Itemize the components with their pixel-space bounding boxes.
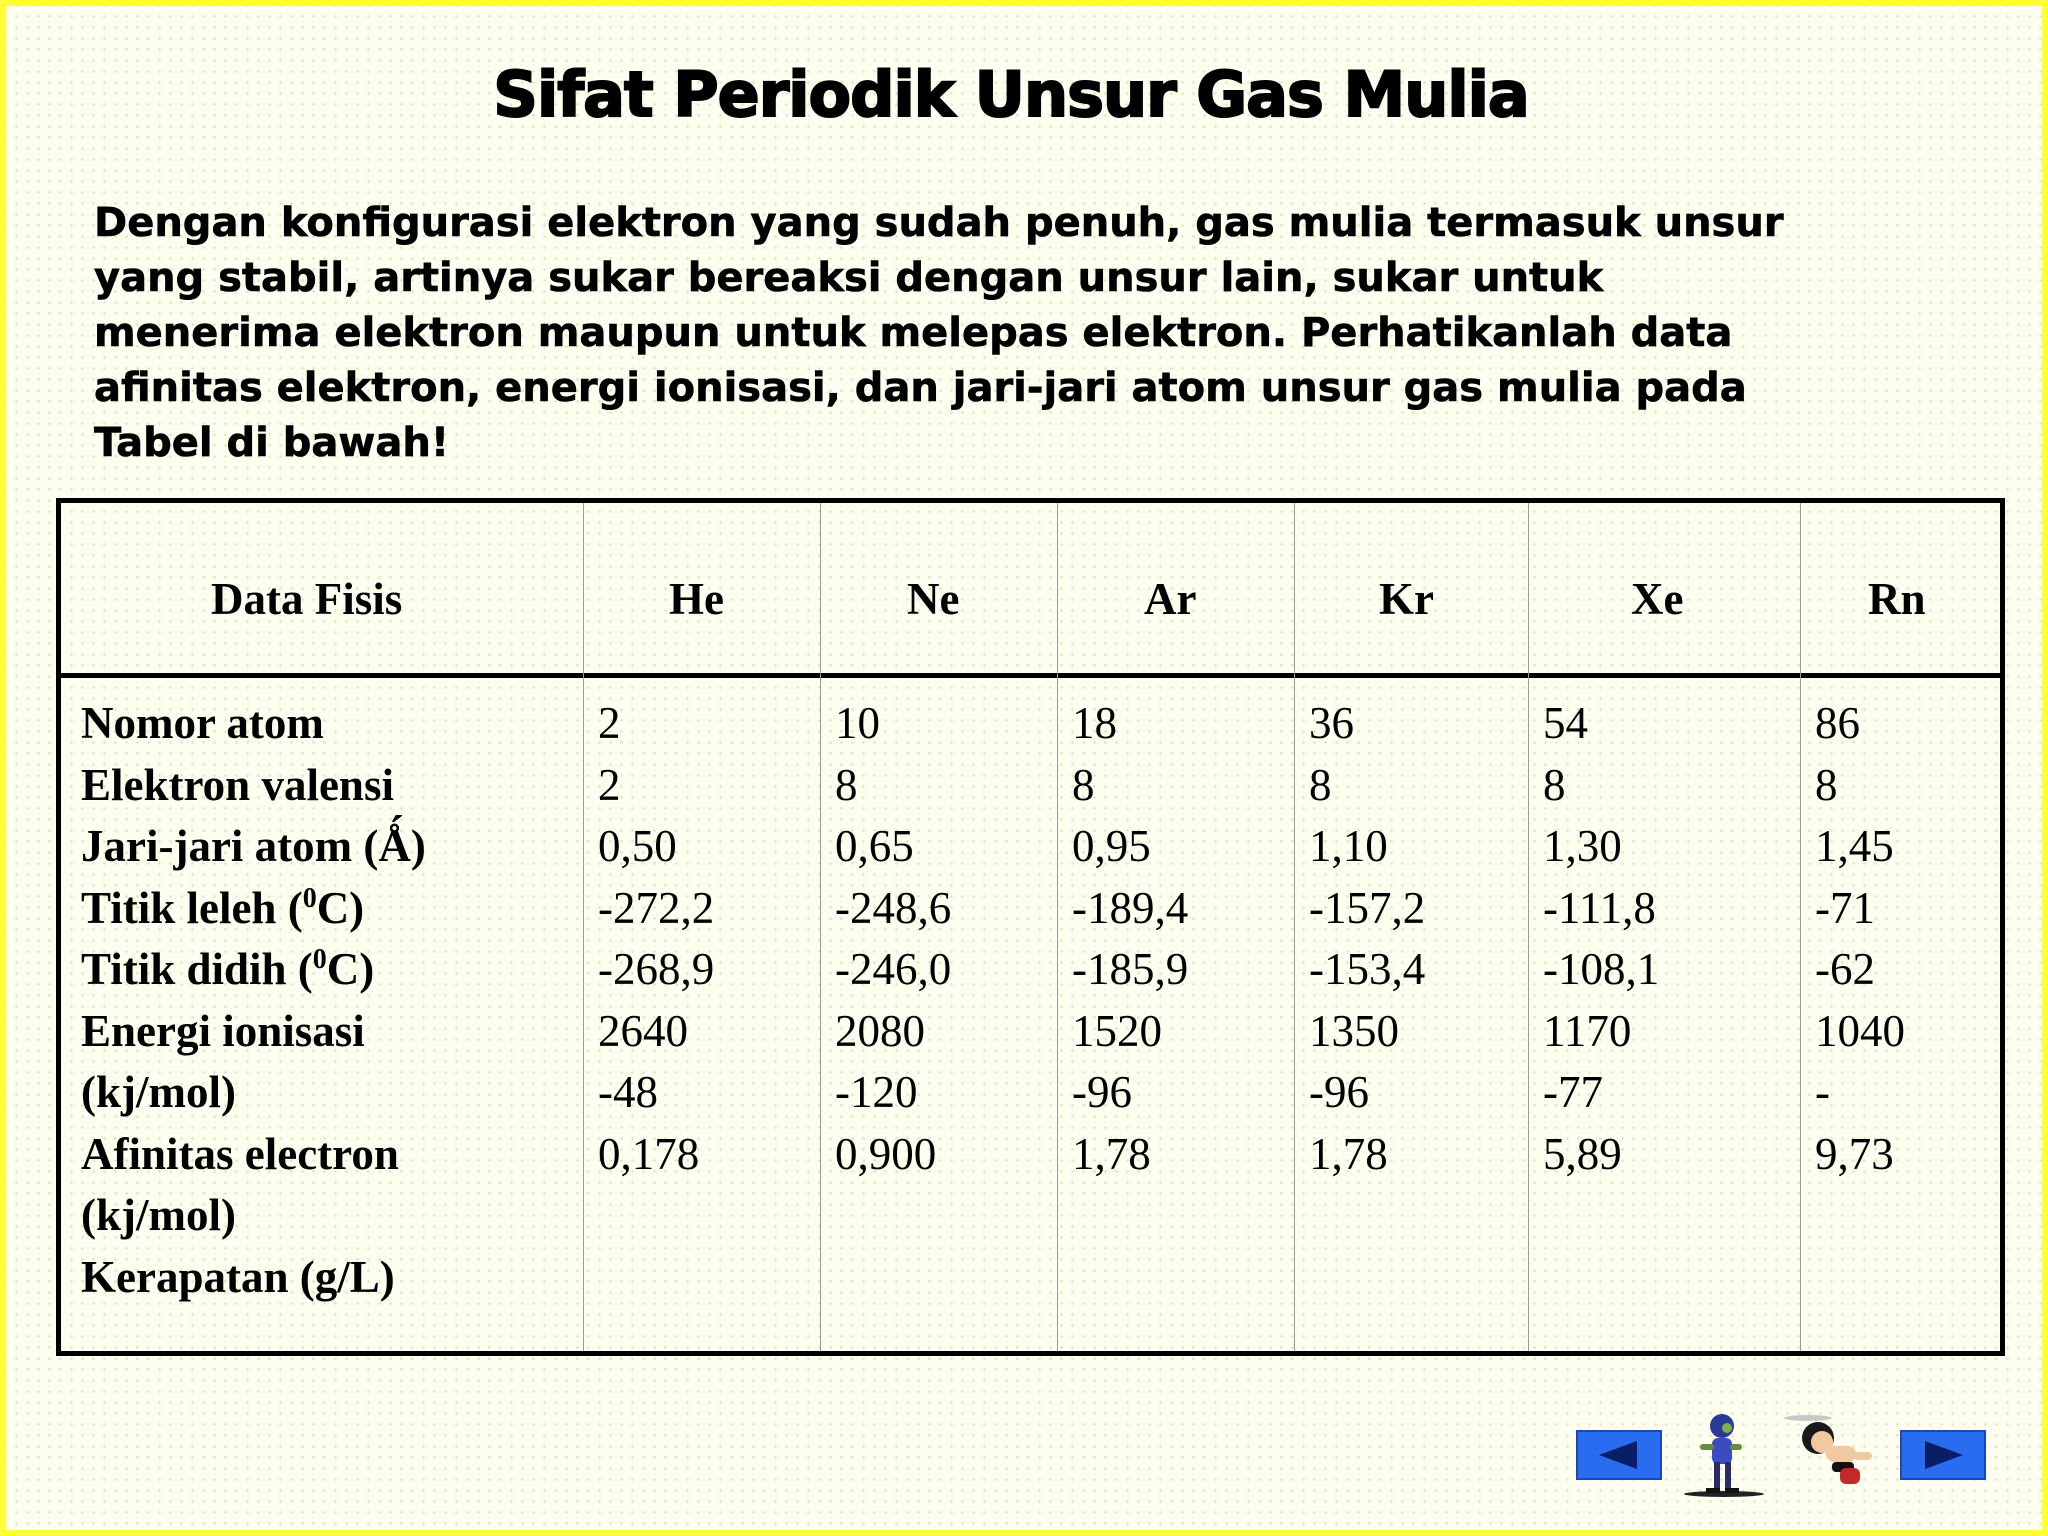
row-label: Afinitas electron: [81, 1128, 399, 1179]
table-cell: 8: [1815, 759, 1838, 810]
column-kr: [1309, 693, 1425, 1185]
table-cell: 0,50: [598, 821, 677, 871]
column-rn: [1815, 693, 1905, 1185]
intro-line: Tabel di bawah!: [94, 420, 450, 466]
intro-paragraph: [94, 196, 1994, 471]
table-cell: 8: [1543, 759, 1566, 810]
table-cell: -120: [835, 1067, 918, 1117]
walking-figure-icon[interactable]: [1678, 1410, 1770, 1503]
table-cell: 1520: [1072, 1005, 1162, 1056]
intro-line: menerima elektron maupun untuk melepas elektron. Perhatikanlah data: [94, 310, 1733, 356]
column-divider: [1800, 503, 1801, 1351]
table-cell: 9,73: [1815, 1128, 1894, 1179]
column-he: [598, 693, 714, 1185]
table-cell: -96: [1309, 1067, 1369, 1117]
intro-line: Dengan konfigurasi elektron yang sudah penuh, gas mulia termasuk unsur: [94, 200, 1784, 246]
left-arrow-icon: [1593, 1439, 1645, 1471]
table-cell: 1,10: [1309, 821, 1388, 871]
table-cell: -157,2: [1309, 882, 1426, 933]
table-cell: -62: [1815, 944, 1875, 994]
table-cell: 2080: [835, 1005, 925, 1056]
table-cell: 36: [1309, 698, 1354, 748]
next-slide-button[interactable]: [1900, 1430, 1986, 1480]
header-element: Ne: [907, 574, 960, 624]
table-cell: 1350: [1309, 1005, 1399, 1056]
table-cell: -77: [1543, 1067, 1603, 1117]
column-divider: [1528, 503, 1529, 1351]
table-cell: 54: [1543, 698, 1588, 748]
table-cell: -185,9: [1072, 944, 1189, 994]
row-label: Elektron valensi: [81, 759, 394, 810]
column-divider: [1057, 503, 1058, 1351]
table-cell: -248,6: [835, 882, 952, 933]
table-cell: -111,8: [1543, 882, 1656, 933]
row-labels: [81, 693, 426, 1308]
intro-line: yang stabil, artinya sukar bereaksi dengan unsur lain, sukar untuk: [94, 255, 1604, 301]
row-label: (kj/mol): [81, 1067, 236, 1117]
row-label: Kerapatan (g/L): [81, 1251, 395, 1302]
header-element: Rn: [1868, 574, 1926, 624]
table-cell: 10: [835, 698, 880, 748]
column-xe: [1543, 693, 1659, 1185]
table-cell: -96: [1072, 1067, 1132, 1117]
table-cell: 1040: [1815, 1005, 1905, 1056]
row-label: Nomor atom: [81, 698, 324, 748]
header-element: He: [669, 574, 724, 624]
table-cell: 1,78: [1072, 1128, 1151, 1179]
column-divider: [1294, 503, 1295, 1351]
table-cell: 0,65: [835, 821, 914, 871]
table-cell: -189,4: [1072, 882, 1189, 933]
prev-slide-button[interactable]: [1576, 1430, 1662, 1480]
header-element: Xe: [1631, 574, 1684, 624]
table-cell: 2640: [598, 1005, 688, 1056]
table-cell: 8: [1309, 759, 1332, 810]
table-cell: 0,95: [1072, 821, 1151, 871]
table-cell: -153,4: [1309, 944, 1426, 994]
table-cell: 1,78: [1309, 1128, 1388, 1179]
header-element: Ar: [1144, 574, 1197, 624]
row-label: Titik leleh ($^0$C): [81, 882, 365, 933]
header-data-fisis: Data Fisis: [211, 574, 403, 624]
table-cell: 8: [1072, 759, 1095, 810]
column-ar: [1072, 693, 1188, 1185]
table-cell: -108,1: [1543, 944, 1660, 994]
table-cell: 0,178: [598, 1128, 700, 1179]
table-cell: 1,30: [1543, 821, 1622, 871]
table-cell: 2: [598, 759, 621, 810]
data-table: [56, 498, 2005, 1356]
row-label: Energi ionisasi: [81, 1005, 365, 1056]
table-cell: -246,0: [835, 944, 952, 994]
header-separator: [61, 673, 2000, 678]
table-cell: 86: [1815, 698, 1860, 748]
column-ne: [835, 693, 951, 1185]
right-arrow-icon: [1917, 1439, 1969, 1471]
row-label: Titik didih ($^0$C): [81, 944, 375, 994]
table-cell: -272,2: [598, 882, 715, 933]
table-cell: -268,9: [598, 944, 715, 994]
page-title: Sifat Periodik Unsur Gas Mulia: [493, 58, 1529, 131]
row-label: (kj/mol): [81, 1190, 236, 1240]
table-cell: 5,89: [1543, 1128, 1622, 1179]
flying-robot-boy-icon[interactable]: [1778, 1410, 1878, 1497]
table-cell: 18: [1072, 698, 1117, 748]
table-cell: 1170: [1543, 1005, 1632, 1056]
table-cell: -: [1815, 1067, 1830, 1117]
table-cell: -48: [598, 1067, 658, 1117]
intro-line: afinitas elektron, energi ionisasi, dan jari-jari atom unsur gas mulia pada: [94, 365, 1747, 411]
table-cell: 0,900: [835, 1128, 937, 1179]
row-label: Jari-jari atom (Ǻ): [81, 821, 426, 871]
column-divider: [820, 503, 821, 1351]
table-cell: 8: [835, 759, 858, 810]
table-cell: -71: [1815, 882, 1875, 933]
column-divider: [583, 503, 584, 1351]
table-cell: 1,45: [1815, 821, 1894, 871]
table-cell: 2: [598, 698, 621, 748]
header-element: Kr: [1379, 574, 1434, 624]
